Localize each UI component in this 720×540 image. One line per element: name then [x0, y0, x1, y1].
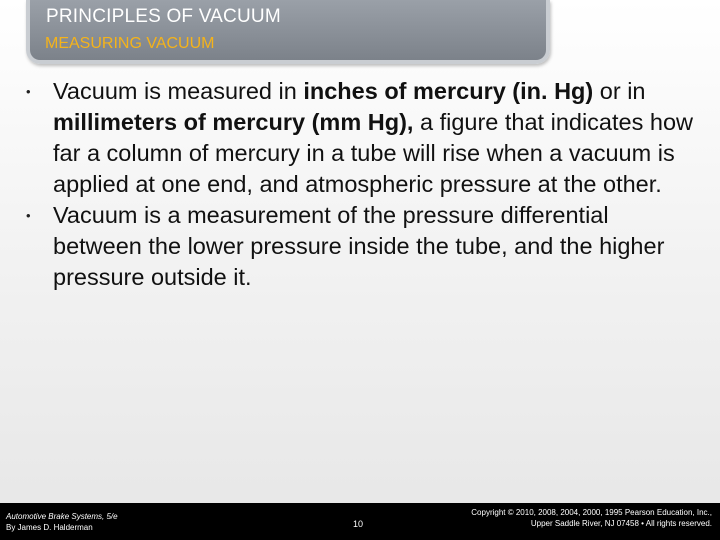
bullet-dot-icon: • — [26, 208, 31, 223]
bullet-text-segment: a figure that indicates how far a column of mercury in a tube will rise when a vacuum is applied at one end, and atmospheric pressure at the other. — [53, 109, 693, 197]
bullet-bold-term: millimeters of mercury (mm Hg), — [53, 109, 414, 135]
bullet-list — [26, 76, 698, 293]
footer-book-info — [6, 511, 118, 533]
page-subtitle: MEASURING VACUUM — [45, 35, 215, 52]
footer-bar — [0, 503, 720, 540]
footer-author: By James D. Halderman — [6, 523, 93, 532]
bullet-item — [26, 76, 698, 200]
bullet-bold-term: inches of mercury (in. Hg) — [303, 78, 594, 104]
bullet-text-segment: or in — [593, 78, 646, 104]
bullet-text: Vacuum is a measurement of the pressure differential between the lower pressure inside the tube, and the higher pressure outside it. — [53, 202, 665, 290]
copyright-line-1: Copyright © 2010, 2008, 2004, 2000, 1995 Pearson Education, Inc., — [471, 508, 712, 517]
bullet-text-segment: Vacuum is measured in — [53, 78, 304, 104]
bullet-text — [53, 78, 693, 197]
bullet-dot-icon: • — [26, 84, 31, 99]
header-tab — [26, 0, 550, 64]
bullet-item — [26, 200, 698, 293]
page-title: PRINCIPLES OF VACUUM — [46, 6, 281, 27]
footer-book-title: Automotive Brake Systems, 5/e — [6, 512, 118, 521]
copyright-line-2: Upper Saddle River, NJ 07458 • All rights reserved. — [530, 519, 712, 528]
page-number: 10 — [353, 519, 364, 529]
footer-copyright — [471, 507, 712, 529]
